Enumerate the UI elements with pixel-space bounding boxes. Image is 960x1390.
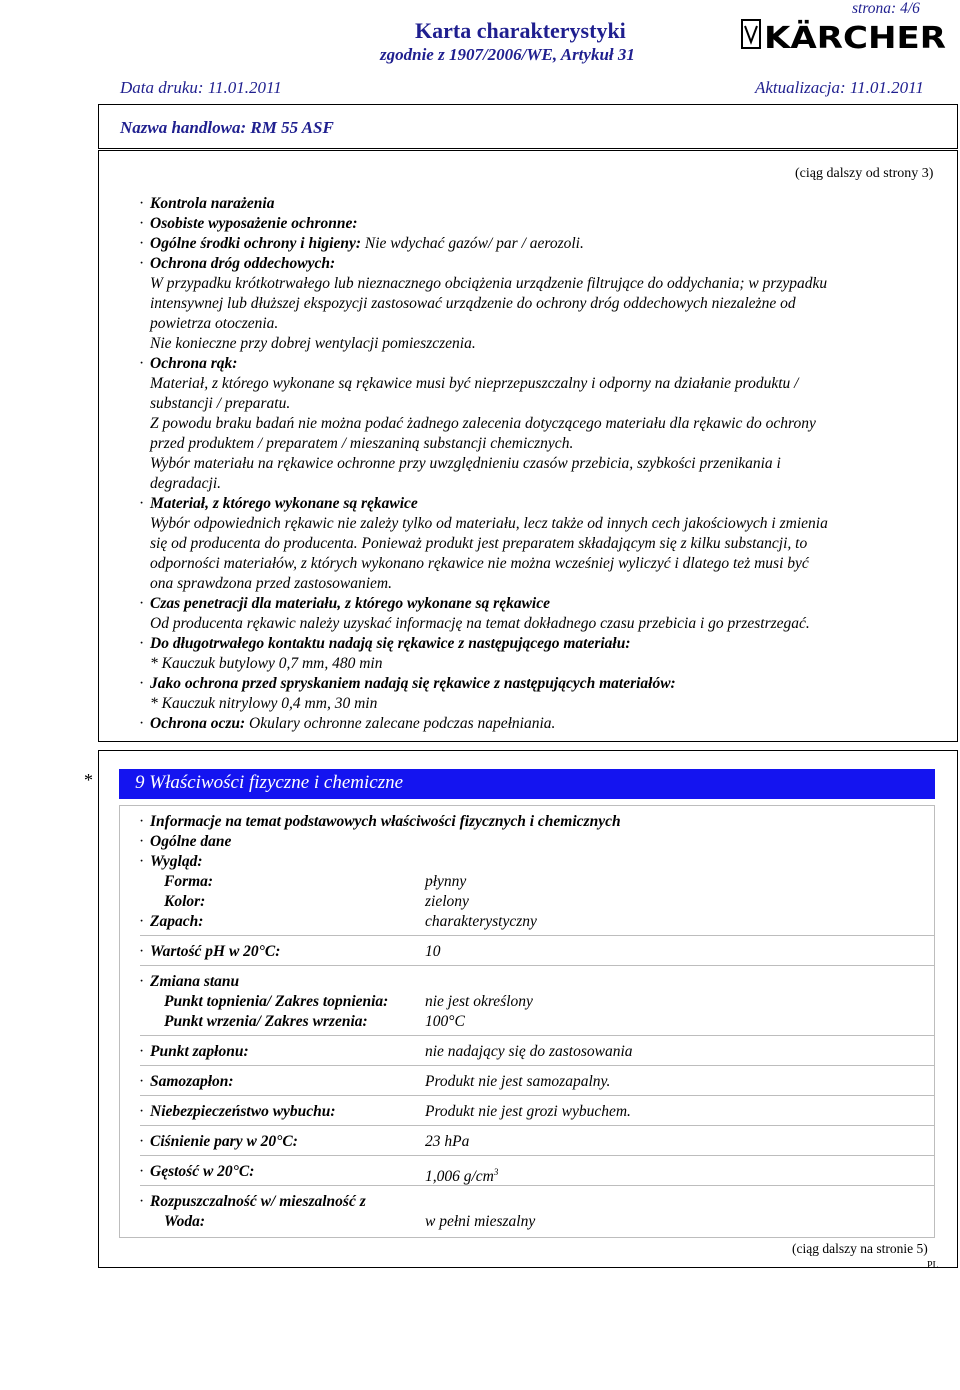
boiling-point-label: Punkt wrzenia/ Zakres wrzenia:	[164, 1013, 368, 1030]
hands-text-3: Z powodu braku badań nie można podać żadnego zalecenia dotyczącego materiału dla rękawic do ochrony	[150, 415, 816, 432]
document-title: Karta charakterystyki	[415, 18, 626, 43]
long-contact-label: · Do długotrwałego kontaktu nadają się rękawice z następującego materiału:	[150, 634, 940, 654]
odor-value: charakterystyczny	[425, 913, 537, 930]
eye-protection-value: Okulary ochronne zalecane podczas napełniania.	[249, 715, 556, 732]
basic-properties-info: · Informacje na temat podstawowych właściwości fizycznych i chemicznych	[150, 812, 621, 832]
form-value: płynny	[425, 873, 467, 890]
personal-protection: · Osobiste wyposażenie ochronne:	[150, 214, 940, 234]
continued-from: (ciąg dalszy od strony 3)	[795, 166, 934, 181]
hands-text-1: Materiał, z którego wykonane są rękawice musi być nieprzepuszczalny i odporny na działanie produktu /	[150, 375, 799, 392]
water-value: w pełni mieszalny	[425, 1213, 536, 1230]
penetration-text: Od producenta rękawic należy uzyskać informację na temat dokładnego czasu przebicia i go przestrzegać.	[150, 615, 810, 632]
section9-title-bar	[119, 769, 935, 799]
trade-name-frame	[98, 104, 958, 149]
spray-label: · Jako ochrona przed spryskaniem nadają się rękawice z następujących materiałów:	[150, 674, 940, 694]
respiratory-text-1: W przypadku krótkotrwałego lub nieznacznego obciążenia urządzenie filtrujące do oddychania; w przypadku	[150, 275, 828, 292]
ph-value: 10	[425, 943, 441, 960]
respiratory-text-4: Nie konieczne przy dobrej wentylacji pomieszczenia.	[150, 335, 476, 352]
ph-label: · Wartość pH w 20°C:	[150, 942, 280, 962]
material-text-1: Wybór odpowiednich rękawic nie zależy tylko od materiału, lecz także od innych cech jakościowych i zmienia	[150, 515, 828, 532]
material-text-2: się od producenta do producenta. Ponieważ produkt jest preparatem składającym się z kilku substancji, to	[150, 535, 808, 552]
solubility-label: · Rozpuszczalność w/ mieszalność z	[150, 1192, 366, 1212]
karcher-logo	[740, 16, 950, 52]
density-label: · Gęstość w 20°C:	[150, 1162, 254, 1182]
language-code: PL	[927, 1260, 939, 1271]
divider	[140, 1125, 935, 1126]
section9-title: 9 Właściwości fizyczne i chemiczne	[135, 772, 404, 793]
divider	[140, 1065, 935, 1066]
vapor-pressure-label: · Ciśnienie pary w 20°C:	[150, 1132, 298, 1152]
divider	[140, 1095, 935, 1096]
density-number: 1,006 g/cm	[425, 1168, 494, 1186]
spray-text: * Kauczuk nitrylowy 0,4 mm, 30 min	[150, 695, 378, 712]
page-number: strona: 4/6	[852, 0, 920, 17]
self-ignition-value: Produkt nie jest samozapalny.	[425, 1073, 611, 1090]
logo-text: KÄRCHER	[764, 21, 925, 52]
odor-label: · Zapach:	[150, 912, 203, 932]
continued-to: (ciąg dalszy na stronie 5)	[792, 1241, 928, 1256]
general-hygiene-value: Nie wdychać gazów/ par / aerozoli.	[364, 235, 584, 252]
flash-point-value: nie nadający się do zastosowania	[425, 1043, 633, 1060]
boiling-point-value: 100°C	[425, 1013, 465, 1030]
hands-text-6: degradacji.	[150, 475, 222, 492]
exposure-control: · Kontrola narażenia	[150, 194, 940, 214]
density-exponent: 3	[493, 1167, 499, 1177]
divider	[140, 1185, 935, 1186]
melting-point-value: nie jest określony	[425, 993, 533, 1010]
divider	[140, 935, 935, 936]
general-data: · Ogólne dane	[150, 832, 231, 852]
hands-text-4: przed produktem / preparatem / mieszaniną substancji chemicznych.	[150, 435, 574, 452]
explosion-value: Produkt nie jest grozi wybuchem.	[425, 1103, 631, 1120]
appearance-label: · Wygląd:	[150, 852, 203, 872]
hands-label: · Ochrona rąk:	[150, 354, 940, 374]
document-subtitle: zgodnie z 1907/2006/WE, Artykuł 31	[380, 45, 635, 64]
general-hygiene-label: Ogólne środki ochrony i higieny:	[150, 235, 361, 252]
hands-text-5: Wybór materiału na rękawice ochronne przy uwzględnieniu czasów przebicia, szybkości przenikania i	[150, 455, 781, 472]
explosion-label: · Niebezpieczeństwo wybuchu:	[150, 1102, 336, 1122]
state-change-label: · Zmiana stanu	[150, 972, 239, 992]
material-text-3: odporności materiałów, z których wykonano rękawice nie można wcześniej wyliczyć i dlatego też musi być	[150, 555, 809, 572]
general-hygiene	[150, 234, 940, 254]
divider	[140, 1035, 935, 1036]
hands-text-2: substancji / preparatu.	[150, 395, 291, 412]
eye-protection-label: Ochrona oczu:	[150, 715, 246, 732]
color-label: Kolor:	[164, 893, 206, 910]
material-text-4: ona sprawdzona przed zastosowaniem.	[150, 575, 392, 592]
self-ignition-label: · Samozapłon:	[150, 1072, 234, 1092]
water-label: Woda:	[164, 1213, 206, 1230]
update-date: Aktualizacja: 11.01.2011	[755, 78, 924, 97]
divider	[140, 1155, 935, 1156]
respiratory-label: · Ochrona dróg oddechowych:	[150, 254, 940, 274]
penetration-label: · Czas penetracji dla materiału, z którego wykonane są rękawice	[150, 594, 940, 614]
change-asterisk: *	[84, 770, 93, 790]
melting-point-label: Punkt topnienia/ Zakres topnienia:	[164, 993, 389, 1010]
flash-point-label: · Punkt zapłonu:	[150, 1042, 249, 1062]
respiratory-text-2: intensywnej lub dłuższej ekspozycji zastosować urządzenie do ochrony dróg oddechowych niezależne od	[150, 295, 796, 312]
density-value	[425, 1162, 498, 1187]
vapor-pressure-value: 23 hPa	[425, 1133, 470, 1150]
trade-name: Nazwa handlowa: RM 55 ASF	[120, 118, 334, 137]
form-label: Forma:	[164, 873, 214, 890]
material-label: · Materiał, z którego wykonane są rękawice	[150, 494, 940, 514]
divider	[140, 965, 935, 966]
print-date: Data druku: 11.01.2011	[120, 78, 282, 97]
logo-graphic	[740, 16, 950, 52]
respiratory-text-3: powietrza otoczenia.	[150, 315, 279, 332]
long-contact-text: * Kauczuk butylowy 0,7 mm, 480 min	[150, 655, 383, 672]
eye-protection	[150, 714, 940, 734]
color-value: zielony	[425, 893, 469, 910]
